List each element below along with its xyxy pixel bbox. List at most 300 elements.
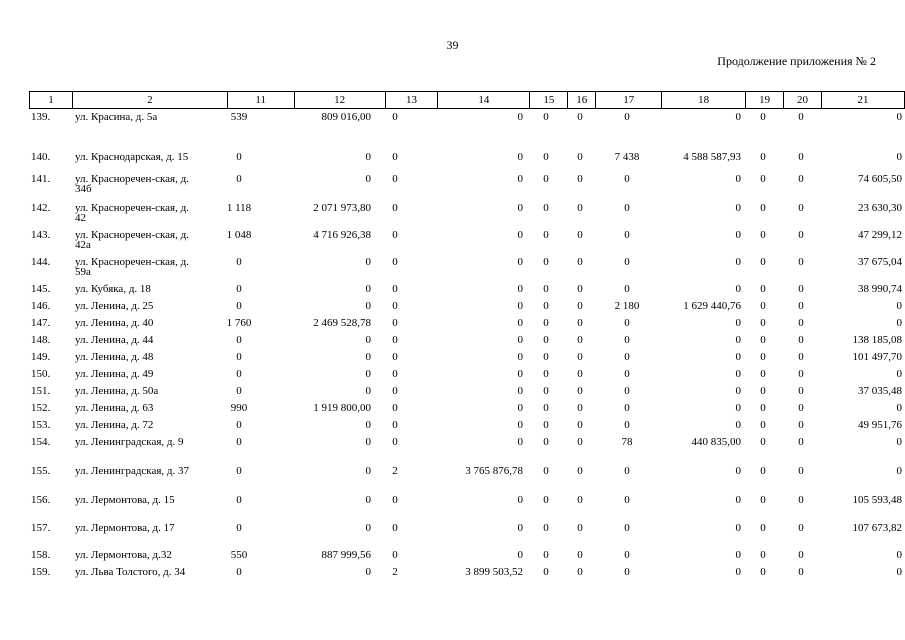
address-cell: ул. Красноречен-ская, д. 34б xyxy=(75,173,189,195)
row-number: 154. xyxy=(31,436,51,448)
table-cell: 0 xyxy=(624,566,630,578)
table-cell: 0 xyxy=(517,494,523,506)
table-cell: 0 xyxy=(624,385,630,397)
row-number: 152. xyxy=(31,402,51,414)
table-cell: 0 xyxy=(896,566,902,578)
table-cell: 0 xyxy=(517,151,523,163)
row-number: 153. xyxy=(31,419,51,431)
table-cell: 0 xyxy=(760,465,766,477)
table-cell: 0 xyxy=(896,436,902,448)
column-header-table xyxy=(29,91,905,109)
table-cell: 0 xyxy=(624,334,630,346)
table-row xyxy=(29,437,905,466)
table-cell: 0 xyxy=(517,300,523,312)
table-cell: 0 xyxy=(798,566,804,578)
table-cell: 0 xyxy=(517,368,523,380)
table-cell: 0 xyxy=(517,385,523,397)
table-row xyxy=(29,369,905,386)
table-cell: 0 xyxy=(577,229,583,241)
table-cell: 2 xyxy=(392,465,398,477)
table-cell: 0 xyxy=(896,402,902,414)
row-number: 139. xyxy=(31,111,51,123)
address-cell: ул. Ленина, д. 63 xyxy=(75,402,154,414)
table-cell: 0 xyxy=(543,317,549,329)
table-cell: 0 xyxy=(624,419,630,431)
table-row xyxy=(29,318,905,335)
table-cell: 0 xyxy=(517,549,523,561)
table-cell: 0 xyxy=(735,351,741,363)
table-cell: 0 xyxy=(365,300,371,312)
table-cell: 0 xyxy=(517,202,523,214)
table-cell: 0 xyxy=(365,173,371,185)
table-cell: 78 xyxy=(621,436,633,448)
table-row xyxy=(29,523,905,550)
table-cell: 0 xyxy=(392,317,398,329)
table-cell: 0 xyxy=(517,173,523,185)
row-number: 142. xyxy=(31,202,51,214)
table-cell: 0 xyxy=(236,522,242,534)
table-cell: 0 xyxy=(543,385,549,397)
table-cell: 0 xyxy=(760,402,766,414)
address-cell: ул. Ленинградская, д. 9 xyxy=(75,436,184,448)
table-cell: 2 180 xyxy=(614,300,640,312)
table-cell: 0 xyxy=(577,549,583,561)
table-cell: 0 xyxy=(577,385,583,397)
table-row xyxy=(29,203,905,230)
table-cell: 0 xyxy=(365,256,371,268)
table-cell: 0 xyxy=(517,317,523,329)
table-cell: 0 xyxy=(543,300,549,312)
table-cell: 107 673,82 xyxy=(852,522,902,534)
table-cell: 0 xyxy=(577,419,583,431)
table-cell: 0 xyxy=(365,385,371,397)
table-cell: 0 xyxy=(365,522,371,534)
table-cell: 38 990,74 xyxy=(858,283,902,295)
table-cell: 0 xyxy=(760,522,766,534)
table-cell: 0 xyxy=(577,494,583,506)
table-row xyxy=(29,284,905,301)
table-row xyxy=(29,152,905,174)
table-cell: 0 xyxy=(577,402,583,414)
table-cell: 0 xyxy=(392,368,398,380)
table-cell: 0 xyxy=(543,465,549,477)
table-cell: 47 299,12 xyxy=(858,229,902,241)
row-number: 149. xyxy=(31,351,51,363)
table-cell: 0 xyxy=(543,334,549,346)
table-row xyxy=(29,335,905,352)
table-cell: 0 xyxy=(392,256,398,268)
address-cell: ул. Лермонтова, д. 17 xyxy=(75,522,175,534)
table-cell: 0 xyxy=(236,256,242,268)
table-cell: 1 048 xyxy=(226,229,252,241)
table-row xyxy=(29,420,905,437)
table-cell: 0 xyxy=(365,334,371,346)
table-cell: 0 xyxy=(624,522,630,534)
table-cell: 0 xyxy=(577,317,583,329)
table-cell: 0 xyxy=(392,334,398,346)
table-cell: 0 xyxy=(577,436,583,448)
address-cell: ул. Кубяка, д. 18 xyxy=(75,283,151,295)
table-cell: 0 xyxy=(577,111,583,123)
column-header: 12 xyxy=(294,92,385,109)
table-cell: 0 xyxy=(517,522,523,534)
table-cell: 0 xyxy=(517,402,523,414)
table-cell: 0 xyxy=(543,256,549,268)
table-cell: 74 605,50 xyxy=(858,173,902,185)
table-cell: 0 xyxy=(624,465,630,477)
table-cell: 0 xyxy=(577,368,583,380)
table-cell: 0 xyxy=(798,385,804,397)
address-cell: ул. Ленинградская, д. 37 xyxy=(75,465,190,477)
column-header: 1 xyxy=(30,92,73,109)
table-cell: 0 xyxy=(543,522,549,534)
table-cell: 0 xyxy=(517,436,523,448)
table-cell: 0 xyxy=(798,151,804,163)
column-header: 2 xyxy=(72,92,227,109)
row-number: 140. xyxy=(31,151,51,163)
table-cell: 0 xyxy=(735,566,741,578)
table-cell: 0 xyxy=(577,300,583,312)
table-cell: 0 xyxy=(392,151,398,163)
table-cell: 0 xyxy=(577,151,583,163)
table-cell: 887 999,56 xyxy=(321,549,371,561)
table-cell: 0 xyxy=(517,283,523,295)
table-cell: 550 xyxy=(230,549,248,561)
table-cell: 0 xyxy=(624,173,630,185)
table-cell: 23 630,30 xyxy=(858,202,902,214)
table-cell: 0 xyxy=(896,368,902,380)
table-cell: 0 xyxy=(624,494,630,506)
table-cell: 0 xyxy=(517,229,523,241)
table-cell: 4 716 926,38 xyxy=(313,229,371,241)
table-row xyxy=(29,174,905,203)
row-number: 146. xyxy=(31,300,51,312)
table-cell: 0 xyxy=(896,317,902,329)
table-cell: 0 xyxy=(735,402,741,414)
table-cell: 0 xyxy=(896,151,902,163)
column-header-row xyxy=(30,92,905,109)
table-cell: 0 xyxy=(236,566,242,578)
table-cell: 0 xyxy=(760,419,766,431)
row-number: 158. xyxy=(31,549,51,561)
table-cell: 0 xyxy=(543,202,549,214)
table-cell: 0 xyxy=(577,334,583,346)
table-cell: 0 xyxy=(365,151,371,163)
table-cell: 0 xyxy=(543,229,549,241)
row-number: 148. xyxy=(31,334,51,346)
table-cell: 0 xyxy=(735,111,741,123)
table-cell: 0 xyxy=(365,419,371,431)
table-cell: 0 xyxy=(760,334,766,346)
table-cell: 0 xyxy=(735,368,741,380)
address-cell: ул. Ленина, д. 40 xyxy=(75,317,154,329)
table-cell: 0 xyxy=(236,173,242,185)
table-cell: 0 xyxy=(577,465,583,477)
table-cell: 0 xyxy=(624,256,630,268)
table-cell: 0 xyxy=(577,202,583,214)
table-cell: 0 xyxy=(236,300,242,312)
table-row xyxy=(29,466,905,495)
table-cell: 0 xyxy=(624,202,630,214)
table-cell: 0 xyxy=(543,111,549,123)
table-cell: 0 xyxy=(543,494,549,506)
table-cell: 0 xyxy=(798,111,804,123)
table-cell: 37 675,04 xyxy=(858,256,902,268)
column-header: 11 xyxy=(227,92,294,109)
table-cell: 440 835,00 xyxy=(691,436,741,448)
table-cell: 0 xyxy=(365,465,371,477)
table-cell: 0 xyxy=(798,419,804,431)
table-cell: 0 xyxy=(896,465,902,477)
column-header: 19 xyxy=(746,92,784,109)
row-number: 143. xyxy=(31,229,51,241)
table-cell: 0 xyxy=(798,202,804,214)
table-cell: 0 xyxy=(365,283,371,295)
column-header: 13 xyxy=(385,92,438,109)
table-cell: 0 xyxy=(735,549,741,561)
table-cell: 0 xyxy=(543,419,549,431)
table-cell: 0 xyxy=(577,173,583,185)
row-number: 141. xyxy=(31,173,51,185)
table-cell: 0 xyxy=(236,465,242,477)
row-number: 156. xyxy=(31,494,51,506)
table-cell: 0 xyxy=(543,436,549,448)
address-cell: ул. Красина, д. 5а xyxy=(75,111,158,123)
table-cell: 0 xyxy=(760,494,766,506)
table-cell: 0 xyxy=(543,402,549,414)
table-row xyxy=(29,257,905,284)
table-cell: 0 xyxy=(365,436,371,448)
table-row xyxy=(29,567,905,591)
table-cell: 1 629 440,76 xyxy=(683,300,741,312)
table-cell: 3 899 503,52 xyxy=(465,566,523,578)
table-cell: 0 xyxy=(517,256,523,268)
table-cell: 0 xyxy=(392,111,398,123)
table-cell: 0 xyxy=(543,351,549,363)
address-cell: ул. Ленина, д. 50а xyxy=(75,385,159,397)
table-cell: 0 xyxy=(624,351,630,363)
column-header: 15 xyxy=(530,92,568,109)
table-cell: 0 xyxy=(392,402,398,414)
column-header: 16 xyxy=(568,92,596,109)
column-header: 21 xyxy=(822,92,905,109)
table-cell: 0 xyxy=(624,549,630,561)
column-header: 17 xyxy=(596,92,662,109)
address-cell: ул. Краснодарская, д. 15 xyxy=(75,151,189,163)
table-cell: 0 xyxy=(236,334,242,346)
row-number: 144. xyxy=(31,256,51,268)
table-cell: 0 xyxy=(798,317,804,329)
table-cell: 0 xyxy=(543,566,549,578)
table-row xyxy=(29,112,905,152)
table-cell: 0 xyxy=(760,436,766,448)
table-cell: 0 xyxy=(798,402,804,414)
table-cell: 0 xyxy=(236,368,242,380)
address-cell: ул. Ленина, д. 48 xyxy=(75,351,154,363)
table-cell: 0 xyxy=(735,494,741,506)
table-cell: 0 xyxy=(392,494,398,506)
address-cell: ул. Лермонтова, д. 15 xyxy=(75,494,175,506)
table-cell: 0 xyxy=(624,229,630,241)
table-cell: 0 xyxy=(896,549,902,561)
table-row xyxy=(29,403,905,420)
table-cell: 0 xyxy=(735,522,741,534)
table-cell: 0 xyxy=(577,351,583,363)
address-cell: ул. Ленина, д. 44 xyxy=(75,334,154,346)
address-cell: ул. Лермонтова, д.32 xyxy=(75,549,172,561)
table-cell: 0 xyxy=(624,111,630,123)
address-cell: ул. Льва Толстого, д. 34 xyxy=(75,566,186,578)
column-header: 14 xyxy=(438,92,530,109)
table-cell: 0 xyxy=(365,566,371,578)
table-cell: 0 xyxy=(392,522,398,534)
table-cell: 49 951,76 xyxy=(858,419,902,431)
table-cell: 0 xyxy=(760,300,766,312)
table-cell: 0 xyxy=(236,436,242,448)
row-number: 147. xyxy=(31,317,51,329)
table-cell: 0 xyxy=(392,229,398,241)
table-cell: 0 xyxy=(760,256,766,268)
table-cell: 0 xyxy=(392,436,398,448)
address-cell: ул. Красноречен-ская, д. 42 xyxy=(75,202,189,224)
table-cell: 0 xyxy=(236,283,242,295)
table-cell: 0 xyxy=(798,300,804,312)
appendix-label: Продолжение приложения № 2 xyxy=(717,54,876,68)
table-cell: 0 xyxy=(760,283,766,295)
address-cell: ул. Ленина, д. 49 xyxy=(75,368,154,380)
table-cell: 0 xyxy=(543,151,549,163)
table-cell: 0 xyxy=(624,402,630,414)
table-cell: 105 593,48 xyxy=(852,494,902,506)
table-cell: 0 xyxy=(760,317,766,329)
table-row xyxy=(29,230,905,257)
table-row xyxy=(29,352,905,369)
table-cell: 0 xyxy=(798,549,804,561)
row-number: 157. xyxy=(31,522,51,534)
table-cell: 0 xyxy=(236,385,242,397)
table-cell: 0 xyxy=(760,385,766,397)
table-cell: 0 xyxy=(798,436,804,448)
table-cell: 0 xyxy=(735,173,741,185)
table-cell: 0 xyxy=(760,351,766,363)
table-cell: 138 185,08 xyxy=(852,334,902,346)
table-cell: 0 xyxy=(236,151,242,163)
table-cell: 0 xyxy=(798,334,804,346)
table-cell: 0 xyxy=(760,202,766,214)
table-cell: 0 xyxy=(624,368,630,380)
table-cell: 37 035,48 xyxy=(858,385,902,397)
table-cell: 0 xyxy=(392,351,398,363)
table-cell: 0 xyxy=(236,494,242,506)
table-cell: 0 xyxy=(392,419,398,431)
table-cell: 0 xyxy=(543,283,549,295)
table-cell: 1 118 xyxy=(226,202,252,214)
table-cell: 1 760 xyxy=(226,317,252,329)
table-cell: 2 469 528,78 xyxy=(313,317,371,329)
column-header: 20 xyxy=(784,92,822,109)
table-cell: 0 xyxy=(735,202,741,214)
table-cell: 0 xyxy=(760,111,766,123)
row-number: 145. xyxy=(31,283,51,295)
table-cell: 0 xyxy=(798,229,804,241)
table-cell: 0 xyxy=(735,283,741,295)
table-cell: 0 xyxy=(577,522,583,534)
table-cell: 0 xyxy=(517,111,523,123)
table-cell: 101 497,70 xyxy=(852,351,902,363)
table-cell: 0 xyxy=(392,202,398,214)
table-row xyxy=(29,495,905,523)
table-cell: 0 xyxy=(896,111,902,123)
table-cell: 0 xyxy=(760,566,766,578)
table-cell: 0 xyxy=(798,173,804,185)
table-cell: 0 xyxy=(624,283,630,295)
table-row xyxy=(29,550,905,567)
table-cell: 1 919 800,00 xyxy=(313,402,371,414)
table-cell: 2 071 973,80 xyxy=(313,202,371,214)
table-cell: 0 xyxy=(392,300,398,312)
table-row xyxy=(29,301,905,318)
table-cell: 3 765 876,78 xyxy=(465,465,523,477)
table-cell: 0 xyxy=(365,494,371,506)
table-cell: 0 xyxy=(543,173,549,185)
table-cell: 0 xyxy=(543,549,549,561)
table-cell: 0 xyxy=(798,283,804,295)
table-cell: 0 xyxy=(798,368,804,380)
table-cell: 0 xyxy=(365,351,371,363)
table-cell: 0 xyxy=(236,419,242,431)
table-cell: 0 xyxy=(624,317,630,329)
table-cell: 7 438 xyxy=(614,151,640,163)
table-cell: 0 xyxy=(760,151,766,163)
table-cell: 0 xyxy=(577,256,583,268)
table-cell: 0 xyxy=(735,334,741,346)
table-cell: 0 xyxy=(798,351,804,363)
table-cell: 0 xyxy=(392,283,398,295)
column-header: 18 xyxy=(662,92,746,109)
table-cell: 539 xyxy=(230,111,248,123)
table-cell: 0 xyxy=(735,229,741,241)
table-cell: 0 xyxy=(517,351,523,363)
address-cell: ул. Красноречен-ская, д. 59а xyxy=(75,256,189,278)
row-number: 159. xyxy=(31,566,51,578)
page-number: 39 xyxy=(446,38,459,52)
table-cell: 0 xyxy=(735,465,741,477)
table-cell: 0 xyxy=(577,283,583,295)
table-cell: 990 xyxy=(230,402,248,414)
table-cell: 0 xyxy=(392,173,398,185)
table-cell: 0 xyxy=(577,566,583,578)
table-cell: 0 xyxy=(760,229,766,241)
table-cell: 0 xyxy=(735,385,741,397)
table-cell: 2 xyxy=(392,566,398,578)
table-cell: 0 xyxy=(798,256,804,268)
data-table xyxy=(29,112,905,591)
table-cell: 0 xyxy=(760,368,766,380)
address-cell: ул. Ленина, д. 72 xyxy=(75,419,154,431)
table-cell: 0 xyxy=(543,368,549,380)
row-number: 150. xyxy=(31,368,51,380)
table-cell: 0 xyxy=(392,385,398,397)
table-cell: 0 xyxy=(735,256,741,268)
table-cell: 0 xyxy=(735,317,741,329)
table-cell: 0 xyxy=(798,465,804,477)
table-cell: 809 016,00 xyxy=(321,111,371,123)
table-cell: 0 xyxy=(236,351,242,363)
table-cell: 0 xyxy=(735,419,741,431)
table-cell: 0 xyxy=(760,173,766,185)
table-cell: 0 xyxy=(517,419,523,431)
table-cell: 0 xyxy=(760,549,766,561)
